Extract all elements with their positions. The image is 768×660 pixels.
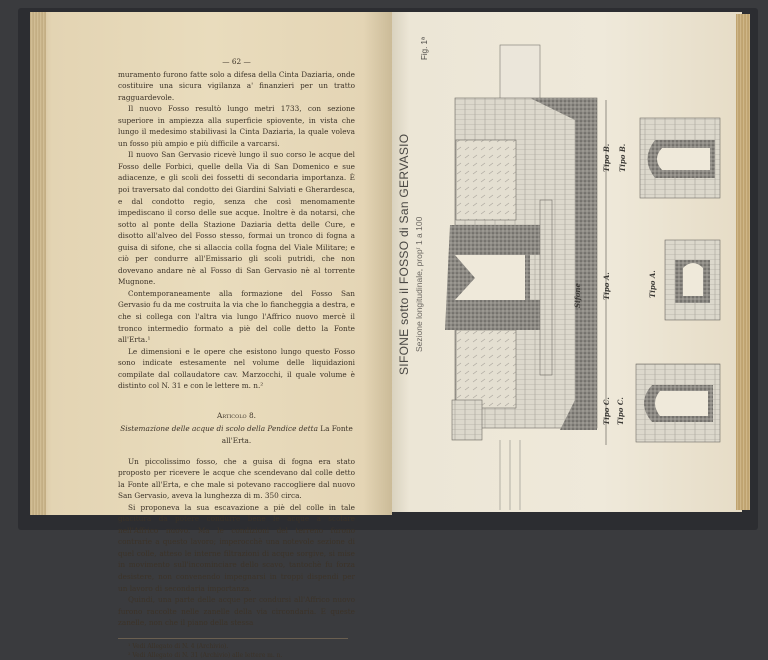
label-sifone: Sifone bbox=[573, 283, 582, 308]
article-subtitle-italic: Sistemazione delle acque di scolo della Pendice detta bbox=[120, 424, 318, 434]
paragraph: Il nuovo Fosso resultò lungo metri 1733, con sezione superiore in ampiezza alla superficie spiovente, in vista che lungo il medesimo stabilivasi la Cinta Daziaria, la quale voleva un fosso più ampio e più difficile a varcarsi. bbox=[118, 104, 355, 148]
label-tipo-b: Tipo B. bbox=[602, 143, 611, 172]
cross-section-tipo-b bbox=[640, 118, 720, 198]
label-tipo-a-2: Tipo A. bbox=[648, 270, 657, 298]
paragraph: Quindi, una parte delle acque per condursi all'Affrico nuovo furono raccolte nelle zanelle della via circondaria. E queste zanelle, non che il piano della stessa bbox=[118, 595, 355, 628]
paragraph: Le dimensioni e le opere che esistono lungo questo Fosso sono indicate estesamente nel volume delle liquidazioni compilate dal collaudatore cav. Marzocchi, il quale volume è distinto col N. 31 e con le lettere m. n.² bbox=[118, 346, 355, 391]
article-subtitle-roman: La Fonte all'Erta. bbox=[221, 424, 353, 445]
paragraph: Si proponeva la sua escavazione a piè del colle in tale giacitura da potere condurre bene le acque a scolare nell'Affrico nuovo. Ma le condizioni del terreno furono contrarie a questo lavoro; imperocchè una notevole sezione di quel colle, atteso le interne filtrazioni di acque sorgive, si mise in movimento sull'incominciare dello scavo, tantochè fu forza desistere, non convenendo impegnarsi in troppi dispendi per un lavoro di secondaria importanza. bbox=[118, 502, 355, 593]
paragraph: Un piccolissimo fosso, che a guisa di fogna era stato proposto per ricevere le acque che scendevano dal colle detto la Fonte all'Erta, e che male si potevano raccogliere dal nuovo San Gervasio, aveva la lunghezza di m. 350 circa. bbox=[118, 456, 355, 501]
label-tipo-c: Tipo C. bbox=[602, 397, 611, 425]
label-tipo-a: Tipo A. bbox=[602, 272, 611, 300]
footnote: ¹ Vedi Allegato di N. 4 (Archivio). bbox=[128, 642, 229, 650]
cross-section-tipo-c bbox=[636, 364, 720, 442]
paragraph: muramento furono fatte solo a difesa della Cinta Daziaria, onde costituire una sicura vigilanza a' finanzieri per un tratto ragguardevole. bbox=[118, 69, 355, 102]
paragraph: Il nuovo San Gervasio ricevè lungo il suo corso le acque del Fosso delle Forbici, quelle della Via di San Domenico e sue adiacenze, e gli scoli dei fossetti di secondaria importanza. È poi traversato dal condotto dei Giardini Salviati e Gherardesca, e dal condotto regio, senza che così menomamente impediscano il corso delle sue acque. Inoltre è da notarsi, che sotto al ponte della Stazione Daziaria detta delle Cure, e disotto all'alveo del Fosso stesso, formai un tronco di fogna a guisa di sifone, che si allaccia colla fogna del Viale Militare; e ciò per condurre all'Emissario gli scoli putridi, che non dovevano andare nè al Fosso di San Gervasio nè al torrente Mugnone. bbox=[118, 150, 355, 287]
longitudinal-section bbox=[445, 45, 606, 510]
article-heading: Articolo 8. bbox=[217, 410, 256, 420]
figure-title: SIFONE sotto il FOSSO di San GERVASIO bbox=[397, 133, 411, 375]
label-tipo-b-2: Tipo B. bbox=[618, 143, 627, 172]
cross-section-tipo-a bbox=[665, 240, 720, 320]
footnote-rule bbox=[118, 638, 348, 639]
label-tipo-c-2: Tipo C. bbox=[616, 397, 625, 425]
page-number: — 62 — bbox=[222, 57, 251, 66]
figure-subtitle: Sezione longitudinale, propʳ 1 a 100 bbox=[414, 216, 424, 352]
footnote: ² Vedi Allegato di N. 31 (Archivio) alle lettere m. n. bbox=[128, 651, 283, 659]
figure-label: Fig. 1ª bbox=[420, 37, 429, 60]
paragraph: Contemporaneamente alla formazione del Fosso San Gervasio fu da me costruita la via che lo fiancheggia a destra, e che si collega con l'altra via lungo l'Affrico nuovo mercè il tronco intermedio formato a piè del colle detto la Fonte all'Erta.¹ bbox=[118, 288, 355, 345]
